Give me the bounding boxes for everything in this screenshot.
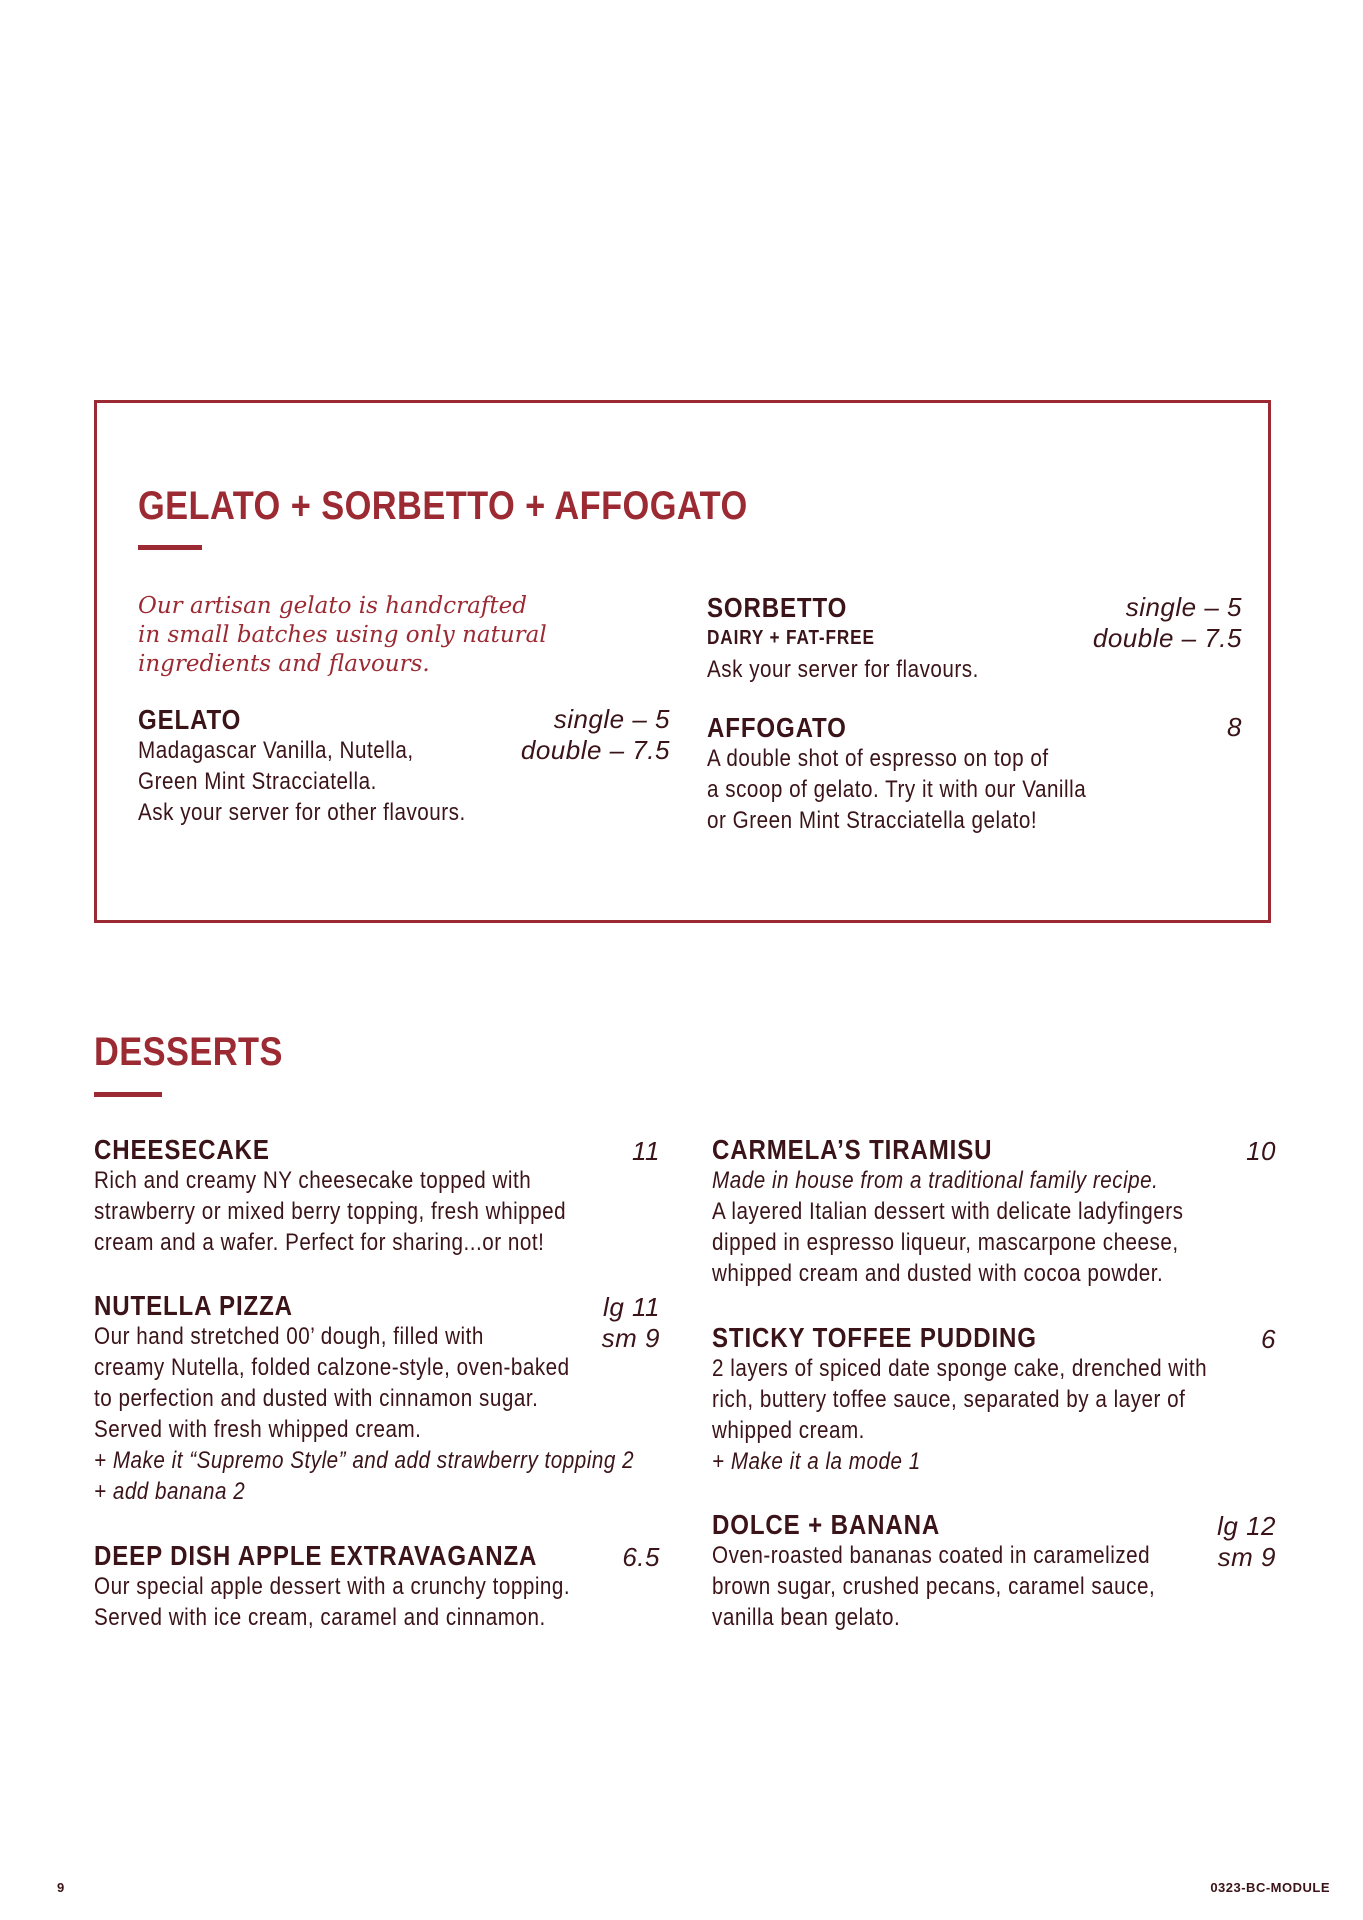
- title-underline: [94, 1092, 162, 1097]
- intro-line: Our artisan gelato is handcrafted: [138, 593, 527, 619]
- item-name: CARMELA’S TIRAMISU: [712, 1134, 993, 1165]
- item-desc-line: vanilla bean gelato.: [712, 1604, 901, 1631]
- item-desc-line: creamy Nutella, folded calzone-style, oven-baked: [94, 1354, 570, 1381]
- item-name: DOLCE + BANANA: [712, 1509, 941, 1540]
- item-price: [521, 704, 670, 766]
- item-desc-line: or Green Mint Stracciatella gelato!: [707, 807, 1038, 834]
- item-desc-line: 2 layers of spiced date sponge cake, drenched with: [712, 1355, 1208, 1382]
- item-desc-line: brown sugar, crushed pecans, caramel sauce,: [712, 1573, 1156, 1600]
- item-desc-line: Oven-roasted bananas coated in caramelized: [712, 1542, 1151, 1569]
- item-desc-line: Green Mint Stracciatella.: [138, 768, 377, 795]
- item-name: SORBETTO: [707, 592, 848, 623]
- price-large: lg 12: [1217, 1511, 1276, 1541]
- item-desc-line: A double shot of espresso on top of: [707, 745, 1049, 772]
- item-price: 8: [1227, 712, 1242, 742]
- menu-item-tiramisu: [712, 1134, 1260, 1289]
- document-code: 0323-BC-MODULE: [1210, 1880, 1330, 1895]
- gelato-section-title: GELATO + SORBETTO + AFFOGATO: [138, 484, 748, 528]
- item-desc-line: Ask your server for flavours.: [707, 656, 979, 683]
- intro-line: ingredients and flavours.: [138, 651, 430, 677]
- item-desc-line: dipped in espresso liqueur, mascarpone cheese,: [712, 1229, 1179, 1256]
- item-desc-line: Rich and creamy NY cheesecake topped with: [94, 1167, 532, 1194]
- item-desc-line: Madagascar Vanilla, Nutella,: [138, 737, 414, 764]
- item-name: AFFOGATO: [707, 712, 847, 743]
- item-desc-line: cream and a wafer. Perfect for sharing...or not!: [94, 1229, 545, 1256]
- price-small: sm 9: [1217, 1542, 1276, 1572]
- item-price: 6: [1261, 1324, 1276, 1354]
- menu-item-affogato: [707, 712, 1148, 836]
- item-price: 11: [632, 1136, 660, 1166]
- price-large: lg 11: [603, 1292, 660, 1322]
- item-desc-line: rich, buttery toffee sauce, separated by a layer of: [712, 1386, 1186, 1413]
- item-desc-line: to perfection and dusted with cinnamon sugar.: [94, 1385, 539, 1412]
- item-price: [1217, 1511, 1276, 1573]
- item-price: 6.5: [622, 1542, 660, 1572]
- gelato-intro: [138, 592, 547, 679]
- menu-item-sticky-toffee: [712, 1322, 1288, 1477]
- item-desc-line: Served with ice cream, caramel and cinnamon.: [94, 1604, 546, 1631]
- item-desc-line: Ask your server for other flavours.: [138, 799, 466, 826]
- desserts-section-title: DESSERTS: [94, 1030, 283, 1074]
- price-single: single – 5: [553, 704, 670, 734]
- menu-item-gelato: [138, 704, 519, 828]
- price-double: double – 7.5: [520, 735, 670, 765]
- item-desc-line: Our special apple dessert with a crunchy topping.: [94, 1573, 571, 1600]
- item-desc-line: whipped cream and dusted with cocoa powder.: [712, 1260, 1164, 1287]
- item-price: [602, 1292, 660, 1354]
- item-name: DEEP DISH APPLE EXTRAVAGANZA: [94, 1540, 538, 1571]
- price-small: sm 9: [601, 1323, 660, 1353]
- intro-line: in small batches using only natural: [138, 622, 547, 648]
- item-desc-line: A layered Italian dessert with delicate ladyfingers: [712, 1198, 1184, 1225]
- item-extra: + add banana 2: [94, 1478, 246, 1505]
- menu-item-dolce-banana: [712, 1509, 1227, 1633]
- item-name: STICKY TOFFEE PUDDING: [712, 1322, 1037, 1353]
- item-price: [1093, 592, 1242, 654]
- menu-item-cheesecake: [94, 1134, 643, 1258]
- price-double: double – 7.5: [1092, 623, 1242, 653]
- item-desc-line: a scoop of gelato. Try it with our Vanilla: [707, 776, 1087, 803]
- title-underline: [138, 545, 202, 550]
- menu-item-deep-dish-apple: [94, 1540, 648, 1633]
- item-name: CHEESECAKE: [94, 1134, 270, 1165]
- item-name: GELATO: [138, 704, 242, 735]
- item-name: NUTELLA PIZZA: [94, 1290, 293, 1321]
- item-extra: + Make it a la mode 1: [712, 1448, 921, 1475]
- price-single: single – 5: [1125, 592, 1242, 622]
- item-extra: + Make it “Supremo Style” and add strawberry topping 2: [94, 1447, 635, 1474]
- item-tagline: Made in house from a traditional family recipe.: [712, 1167, 1159, 1194]
- page-number: 9: [57, 1880, 65, 1895]
- item-desc-line: whipped cream.: [712, 1417, 865, 1444]
- menu-item-sorbetto: [707, 592, 1023, 685]
- item-subtitle: DAIRY + FAT-FREE: [707, 627, 875, 649]
- item-desc-line: strawberry or mixed berry topping, fresh whipped: [94, 1198, 567, 1225]
- item-desc-line: Our hand stretched 00’ dough, filled with: [94, 1323, 484, 1350]
- item-price: 10: [1246, 1136, 1276, 1166]
- item-desc-line: Served with fresh whipped cream.: [94, 1416, 422, 1443]
